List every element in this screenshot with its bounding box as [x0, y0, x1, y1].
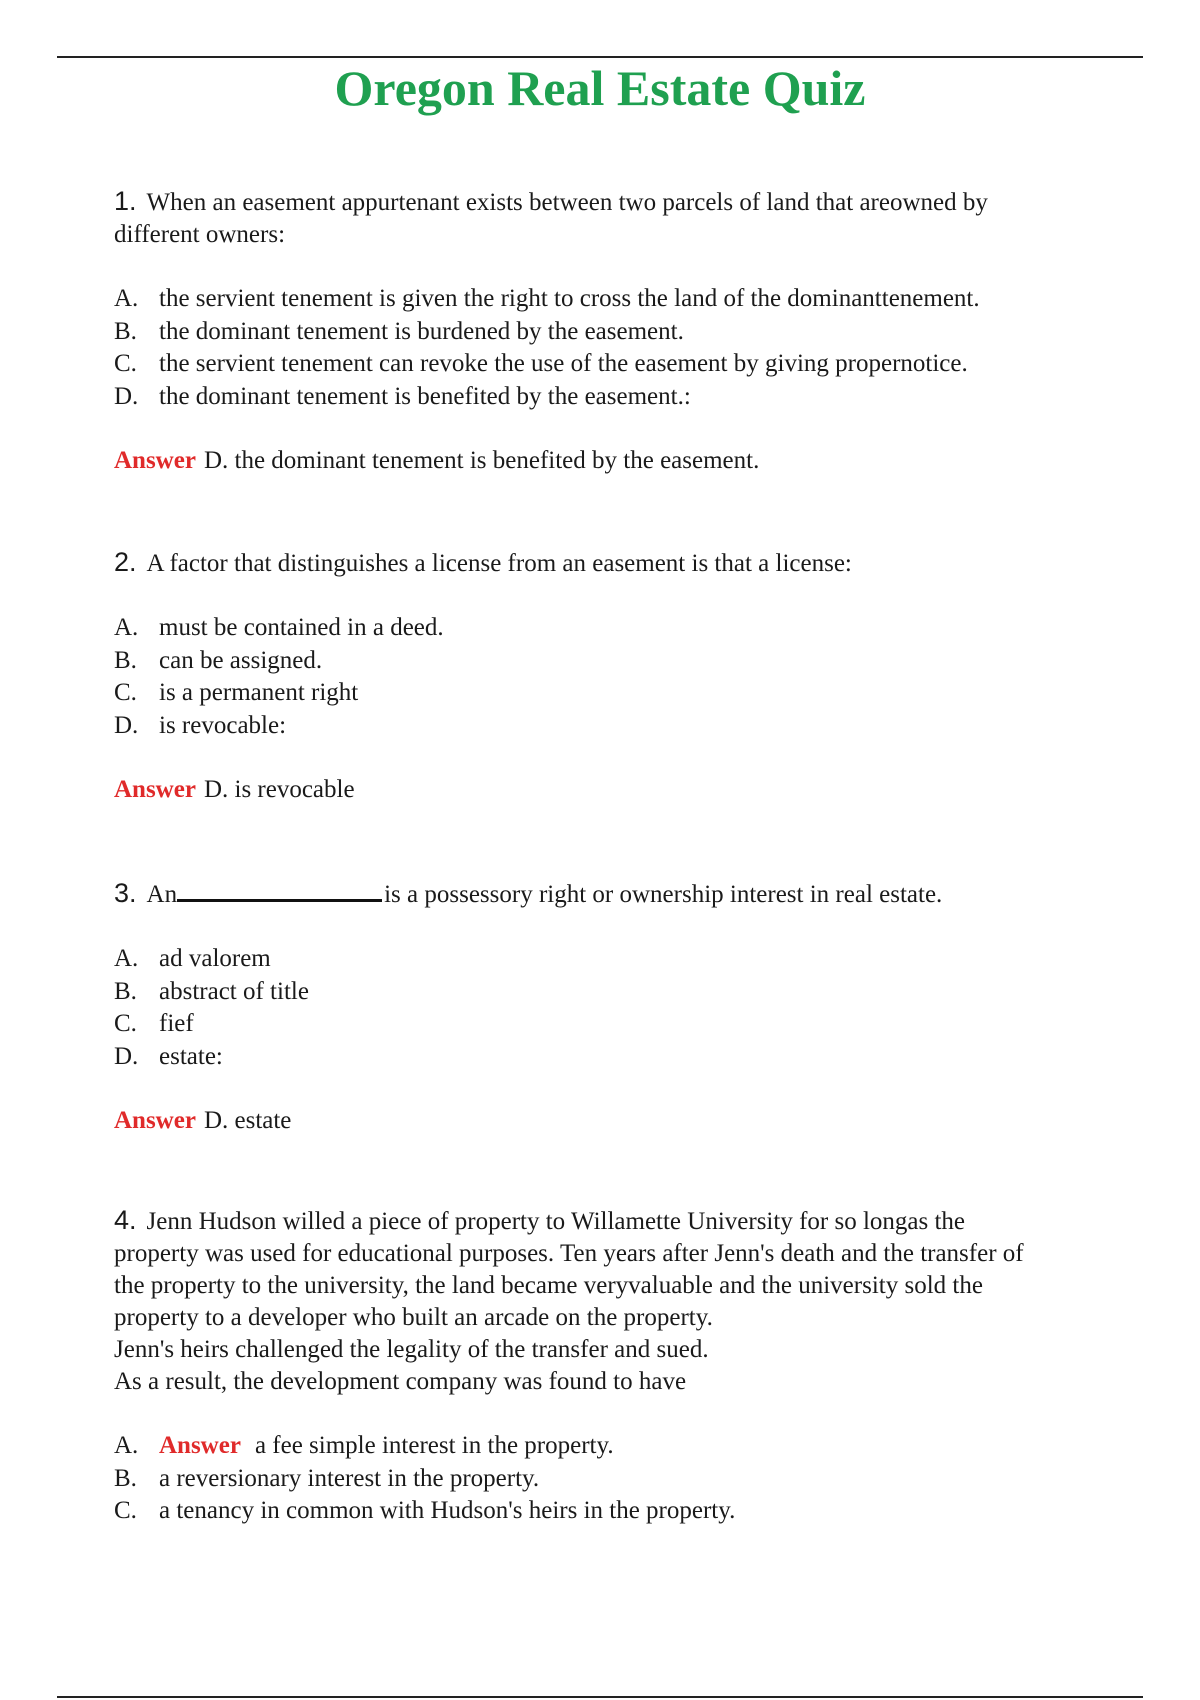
- option-letter: A.: [114, 945, 139, 972]
- option-a: [114, 943, 1134, 976]
- bottom-rule: [57, 1696, 1143, 1698]
- question-number: 2.: [114, 547, 137, 577]
- option-text: must be contained in a deed.: [159, 614, 444, 641]
- option-b: [114, 645, 1134, 678]
- option-text: ad valorem: [159, 945, 271, 972]
- option-d: [114, 1041, 1134, 1074]
- option-b: [114, 1463, 1134, 1496]
- option-text: the dominant tenement is burdened by the easement.: [159, 317, 684, 345]
- option-letter: A.: [114, 1432, 139, 1459]
- option-letter: A.: [114, 285, 139, 312]
- question-1: [114, 185, 1134, 477]
- option-text: the servient tenement can revoke the use of the easement by giving propernotice.: [159, 350, 968, 377]
- option-b: [114, 316, 1134, 349]
- option-letter: A.: [114, 614, 139, 641]
- question-prefix: An: [146, 881, 178, 908]
- option-text: a fee simple interest in the property.: [254, 1432, 614, 1459]
- question-text-line: A factor that distinguishes a license from an easement is that a license:: [146, 550, 852, 577]
- option-text: fief: [159, 1010, 194, 1037]
- answer-line: [114, 1105, 1134, 1137]
- option-letter: D.: [114, 1042, 139, 1070]
- question-stem: [114, 1204, 1134, 1238]
- question-text-line: different owners:: [114, 221, 286, 248]
- option-letter: C.: [114, 1010, 137, 1037]
- option-letter: C.: [114, 350, 137, 377]
- question-text-line: the property to the university, the land became veryvaluable and the university sold the: [114, 1272, 983, 1299]
- question-suffix: is a possessory right or ownership interest in real estate.: [384, 881, 943, 908]
- option-list: [114, 1430, 1134, 1528]
- answer-text: D. the dominant tenement is benefited by the easement.: [203, 447, 760, 474]
- answer-line: [114, 774, 1134, 806]
- question-text-line: As a result, the development company was found to have: [114, 1368, 687, 1395]
- option-text: is revocable:: [159, 711, 287, 739]
- option-c: [114, 1008, 1134, 1041]
- question-number: 3.: [114, 878, 137, 908]
- option-list: [114, 943, 1134, 1073]
- option-d: [114, 381, 1134, 414]
- page-title: Oregon Real Estate Quiz: [334, 60, 866, 116]
- question-text-line: Jenn's heirs challenged the legality of the transfer and sued.: [114, 1336, 709, 1363]
- option-a: [114, 283, 1134, 316]
- question-4: [114, 1204, 1134, 1528]
- question-stem: [114, 546, 1134, 580]
- option-d: [114, 710, 1134, 743]
- option-text: a reversionary interest in the property.: [159, 1464, 540, 1492]
- question-text-line: property was used for educational purposes. Ten years after Jenn's death and the transfer of: [114, 1240, 1024, 1267]
- answer-text: D. is revocable: [203, 776, 355, 803]
- option-text: the dominant tenement is benefited by the easement.:: [159, 382, 691, 410]
- fill-in-blank: [177, 875, 382, 902]
- option-letter: D.: [114, 382, 139, 410]
- question-stem: [114, 875, 1134, 911]
- option-list: [114, 283, 1134, 413]
- option-text: the servient tenement is given the right to cross the land of the dominanttenement.: [159, 285, 980, 312]
- question-text-line: Jenn Hudson willed a piece of property to Willamette University for so longas the: [146, 1208, 966, 1235]
- question-text-line: When an easement appurtenant exists between two parcels of land that areowned by: [146, 189, 988, 216]
- answer-label: Answer: [114, 776, 196, 803]
- option-text: can be assigned.: [159, 646, 323, 674]
- option-letter: D.: [114, 711, 139, 739]
- option-letter: B.: [114, 977, 137, 1005]
- option-list: [114, 612, 1134, 742]
- answer-line: [114, 445, 1134, 477]
- option-c: [114, 348, 1134, 381]
- option-text: a tenancy in common with Hudson's heirs in the property.: [159, 1497, 736, 1524]
- option-c: [114, 677, 1134, 710]
- question-text-line: property to a developer who built an arcade on the property.: [114, 1304, 713, 1331]
- answer-text: D. estate: [203, 1107, 292, 1134]
- option-a: [114, 1430, 1134, 1463]
- answer-label: Answer: [114, 447, 196, 474]
- option-letter: C.: [114, 679, 137, 706]
- question-number: 4.: [114, 1205, 137, 1235]
- option-letter: C.: [114, 1497, 137, 1524]
- question-number: 1.: [114, 186, 137, 216]
- option-text: estate:: [159, 1042, 223, 1070]
- question-stem: [114, 185, 1134, 219]
- option-c: [114, 1495, 1134, 1528]
- option-letter: B.: [114, 317, 137, 345]
- question-2: [114, 546, 1134, 806]
- option-b: [114, 976, 1134, 1009]
- option-letter: B.: [114, 646, 137, 674]
- option-text: abstract of title: [159, 977, 309, 1005]
- question-3: [114, 875, 1134, 1137]
- option-a: [114, 612, 1134, 645]
- answer-label: Answer: [159, 1432, 241, 1459]
- option-letter: B.: [114, 1464, 137, 1492]
- answer-label: Answer: [114, 1107, 196, 1134]
- option-text: is a permanent right: [159, 679, 359, 706]
